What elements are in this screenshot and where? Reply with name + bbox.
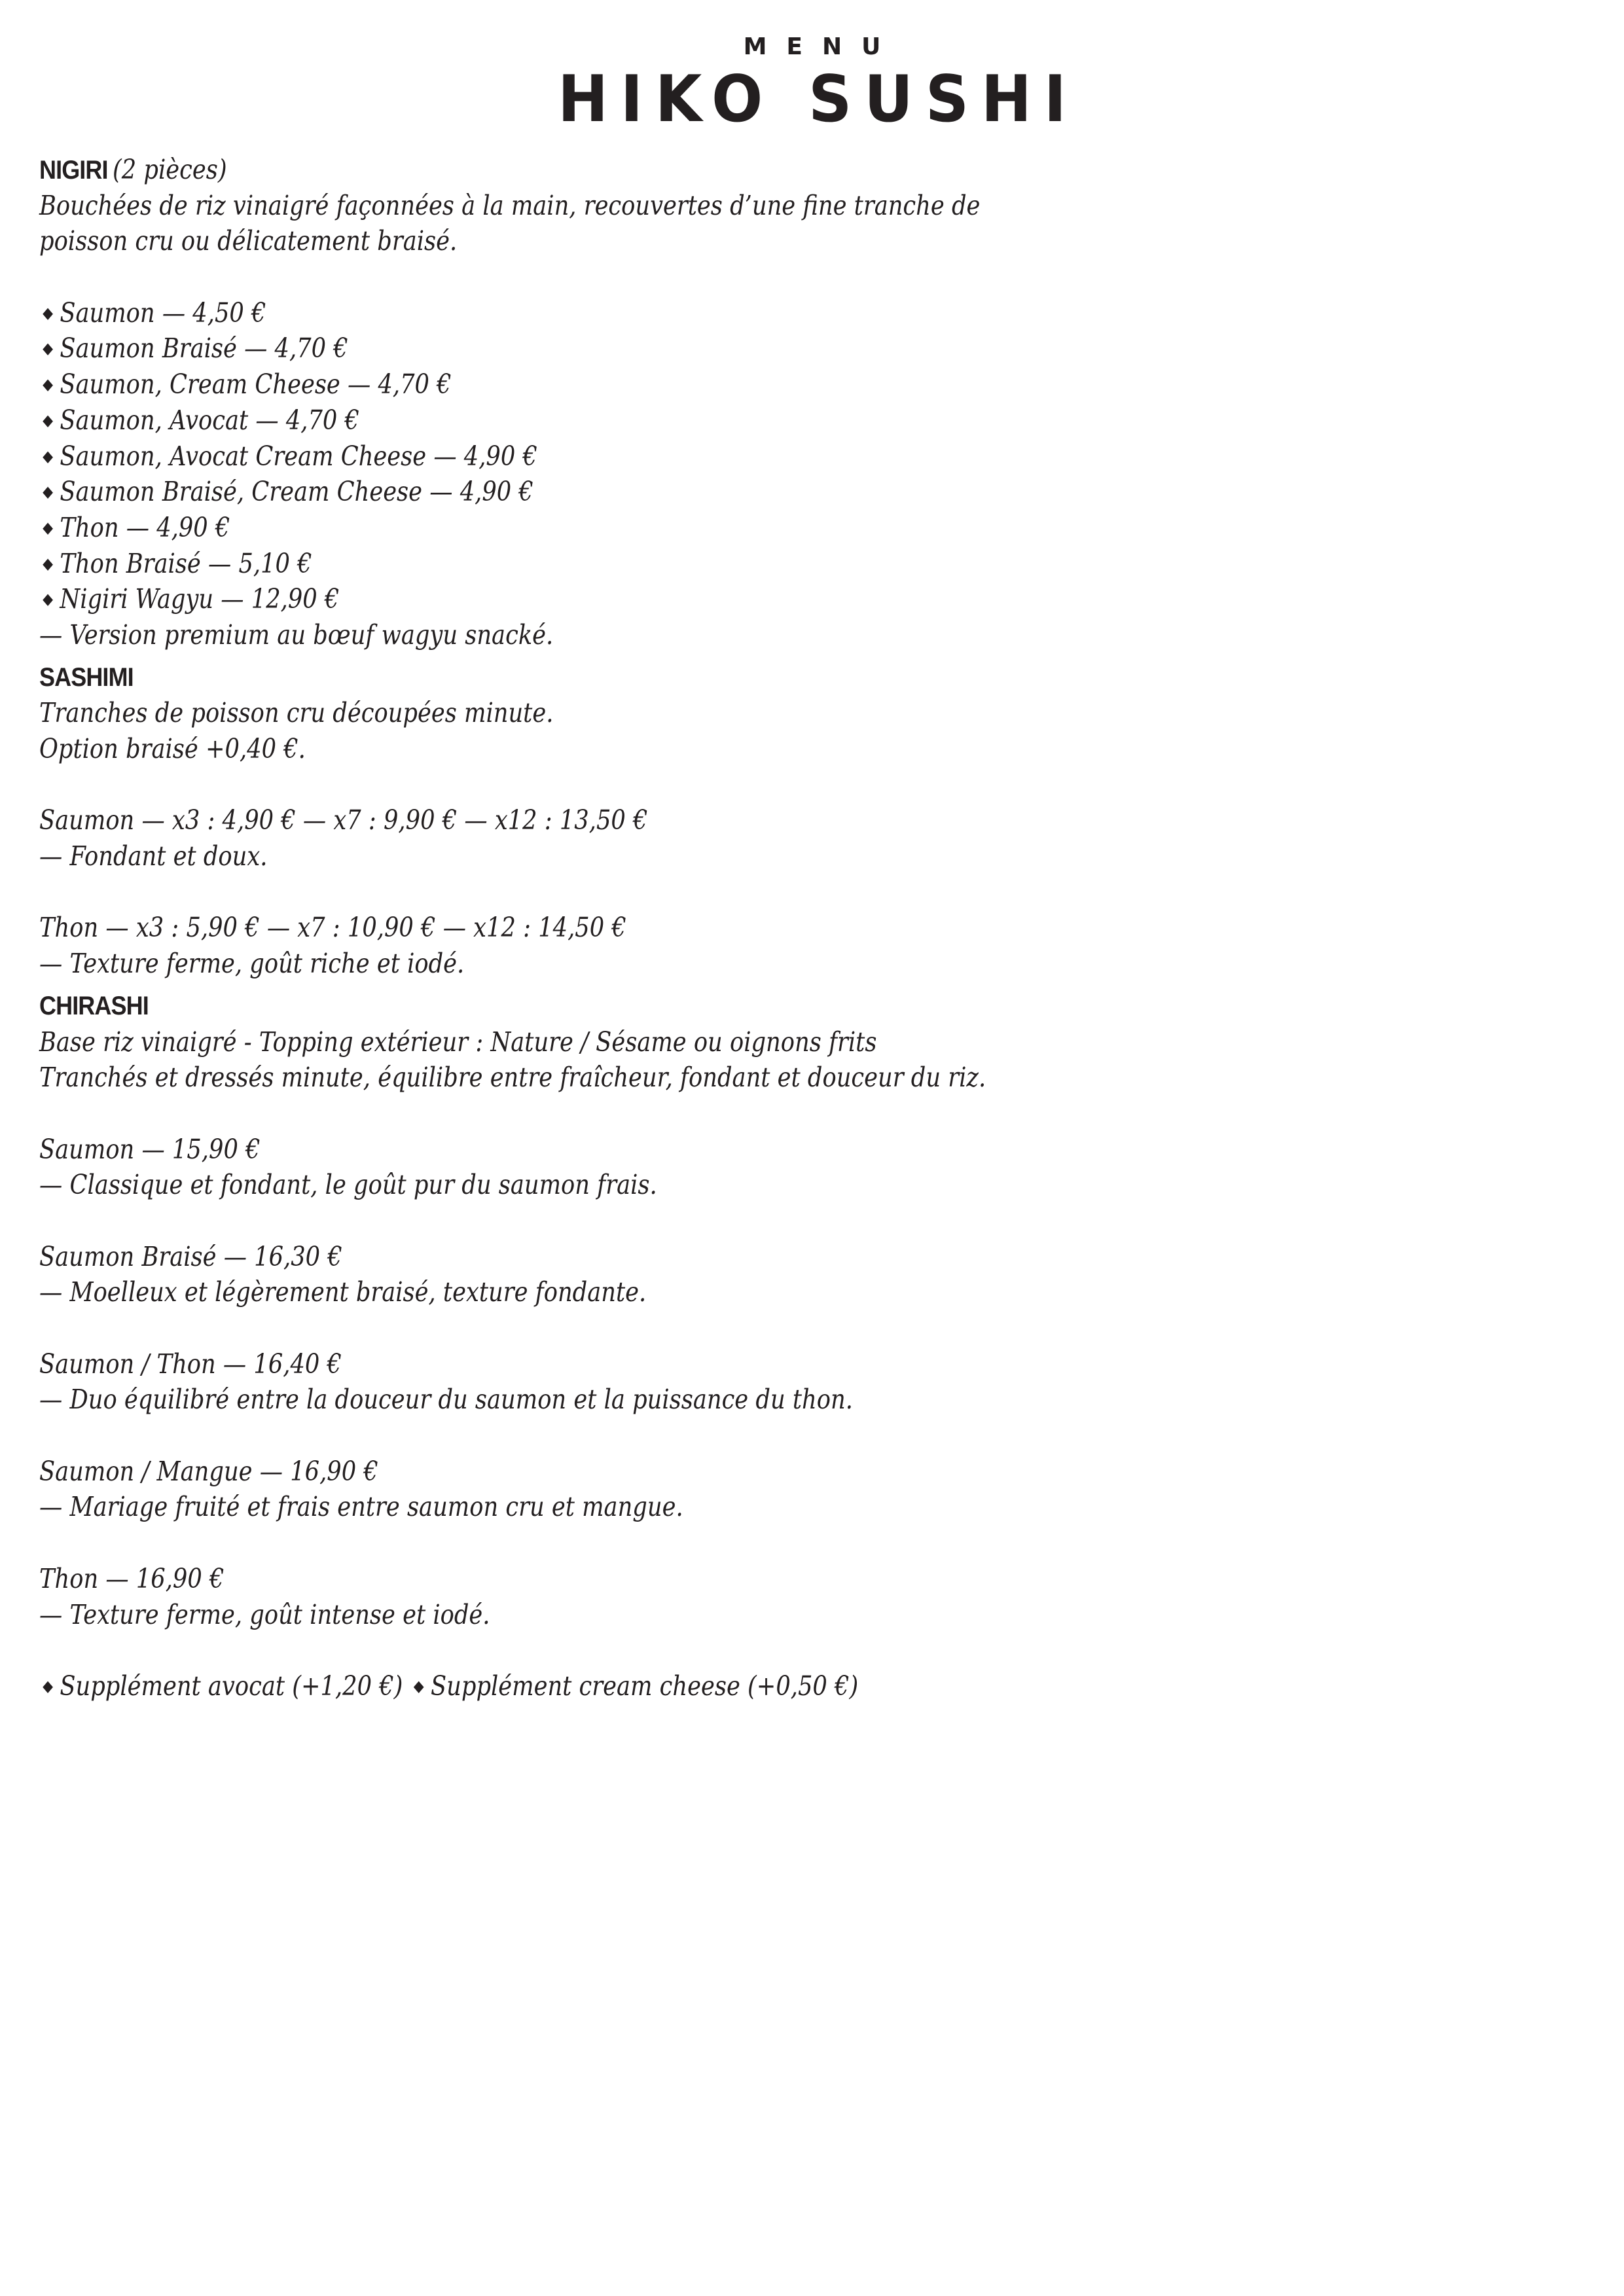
diamond-bullet-icon: ◆ (413, 1676, 424, 1695)
menu-item (39, 367, 996, 403)
diamond-bullet-icon: ◆ (43, 482, 54, 501)
section-heading (39, 660, 1152, 696)
restaurant-name: HIKO SUSHI (557, 62, 1079, 137)
menu-item: Thon — x3 : 5,90 € — x7 : 10,90 € — x12 : 14,50 € (39, 912, 626, 944)
menu-item: Saumon / Thon — 16,40 € (39, 1348, 342, 1380)
menu-item (39, 546, 996, 582)
spacer (39, 653, 1152, 660)
menu-item (39, 295, 996, 331)
spacer (39, 1203, 1152, 1239)
item-note: — Fondant et doux. (39, 840, 268, 872)
diamond-bullet-icon: ◆ (43, 554, 54, 573)
description-line: Tranchés et dressés minute, équilibre entre fraîcheur, fondant et douceur du riz. (39, 1062, 986, 1094)
description-line: Bouchées de riz vinaigré façonnées à la main, recouvertes d’une fine tranche de (39, 189, 981, 221)
menu-item-text: Thon Braisé — 5,10 € (60, 547, 312, 579)
item-note: — Moelleux et légèrement braisé, texture fondante. (39, 1276, 647, 1308)
diamond-bullet-icon: ◆ (43, 446, 54, 465)
description-line: Option braisé +0,40 €. (39, 733, 306, 764)
menu-item (39, 474, 996, 510)
menu-item (39, 510, 996, 546)
menu-item: Saumon / Mangue — 16,90 € (39, 1455, 378, 1487)
section-title-nigiri: NIGIRI (39, 156, 108, 185)
menu-item (39, 403, 996, 439)
item-note: — Duo équilibré entre la douceur du saumon et la puissance du thon. (39, 1384, 853, 1416)
diamond-bullet-icon: ◆ (43, 339, 54, 358)
section-sashimi (39, 660, 1152, 982)
diamond-bullet-icon: ◆ (43, 518, 54, 537)
spacer (39, 767, 1152, 803)
menu-item (39, 439, 996, 475)
item-note: — Texture ferme, goût intense et iodé. (39, 1598, 490, 1630)
menu-item-text: Saumon Braisé — 4,70 € (60, 332, 348, 365)
spacer (39, 1310, 1152, 1346)
spacer (39, 874, 1152, 910)
spacer (39, 1525, 1152, 1561)
description-line: poisson cru ou délicatement braisé. (39, 225, 458, 257)
menu-item-text: Saumon, Avocat — 4,70 € (60, 404, 359, 436)
menu-item (39, 581, 996, 617)
menu-item-text: Saumon, Cream Cheese — 4,70 € (60, 368, 452, 401)
section-chirashi (39, 988, 1152, 1704)
supplements (39, 1668, 996, 1704)
menu-item: Saumon — 15,90 € (39, 1133, 261, 1165)
section-title-chirashi: CHIRASHI (39, 991, 149, 1020)
menu-item-text: Nigiri Wagyu — 12,90 € (60, 583, 340, 615)
item-note: — Texture ferme, goût riche et iodé. (39, 948, 465, 980)
menu-label: MENU (743, 33, 901, 60)
menu-item: Thon — 16,90 € (39, 1562, 225, 1594)
menu-item: Saumon — x3 : 4,90 € — x7 : 9,90 € — x12 : 13,50 € (39, 804, 648, 836)
description-line: Base riz vinaigré - Topping extérieur : Nature / Sésame ou oignons frits (39, 1026, 877, 1058)
section-title-sashimi: SASHIMI (39, 662, 134, 692)
diamond-bullet-icon: ◆ (43, 303, 54, 322)
section-heading (39, 152, 1152, 188)
menu-content (39, 152, 1152, 1704)
diamond-bullet-icon: ◆ (43, 590, 54, 609)
supplement-cream-cheese: Supplément cream cheese (+0,50 €) (431, 1670, 859, 1702)
diamond-bullet-icon: ◆ (43, 410, 54, 429)
item-note: — Mariage fruité et frais entre saumon cru et mangue. (39, 1491, 683, 1523)
item-note: — Version premium au bœuf wagyu snacké. (39, 619, 554, 651)
diamond-bullet-icon: ◆ (43, 1676, 54, 1695)
section-subtitle-nigiri: (2 pièces) (113, 154, 227, 185)
spacer (39, 1632, 1152, 1668)
supplement-avocat: Supplément avocat (+1,20 €) (60, 1670, 403, 1702)
diamond-bullet-icon: ◆ (43, 375, 54, 394)
spacer (39, 1418, 1152, 1454)
spacer (39, 1096, 1152, 1132)
menu-item-text: Saumon, Avocat Cream Cheese — 4,90 € (60, 440, 537, 472)
menu-item-text: Saumon — 4,50 € (60, 296, 266, 329)
spacer (39, 982, 1152, 988)
spacer (39, 259, 1152, 295)
item-note: — Classique et fondant, le goût pur du saumon frais. (39, 1169, 657, 1201)
menu-item-text: Thon — 4,90 € (60, 511, 230, 543)
description-line: Tranches de poisson cru découpées minute. (39, 697, 554, 729)
section-nigiri (39, 152, 1152, 653)
menu-item-text: Saumon Braisé, Cream Cheese — 4,90 € (60, 476, 533, 508)
menu-item (39, 331, 996, 367)
section-heading (39, 988, 1152, 1024)
menu-item: Saumon Braisé — 16,30 € (39, 1240, 342, 1272)
